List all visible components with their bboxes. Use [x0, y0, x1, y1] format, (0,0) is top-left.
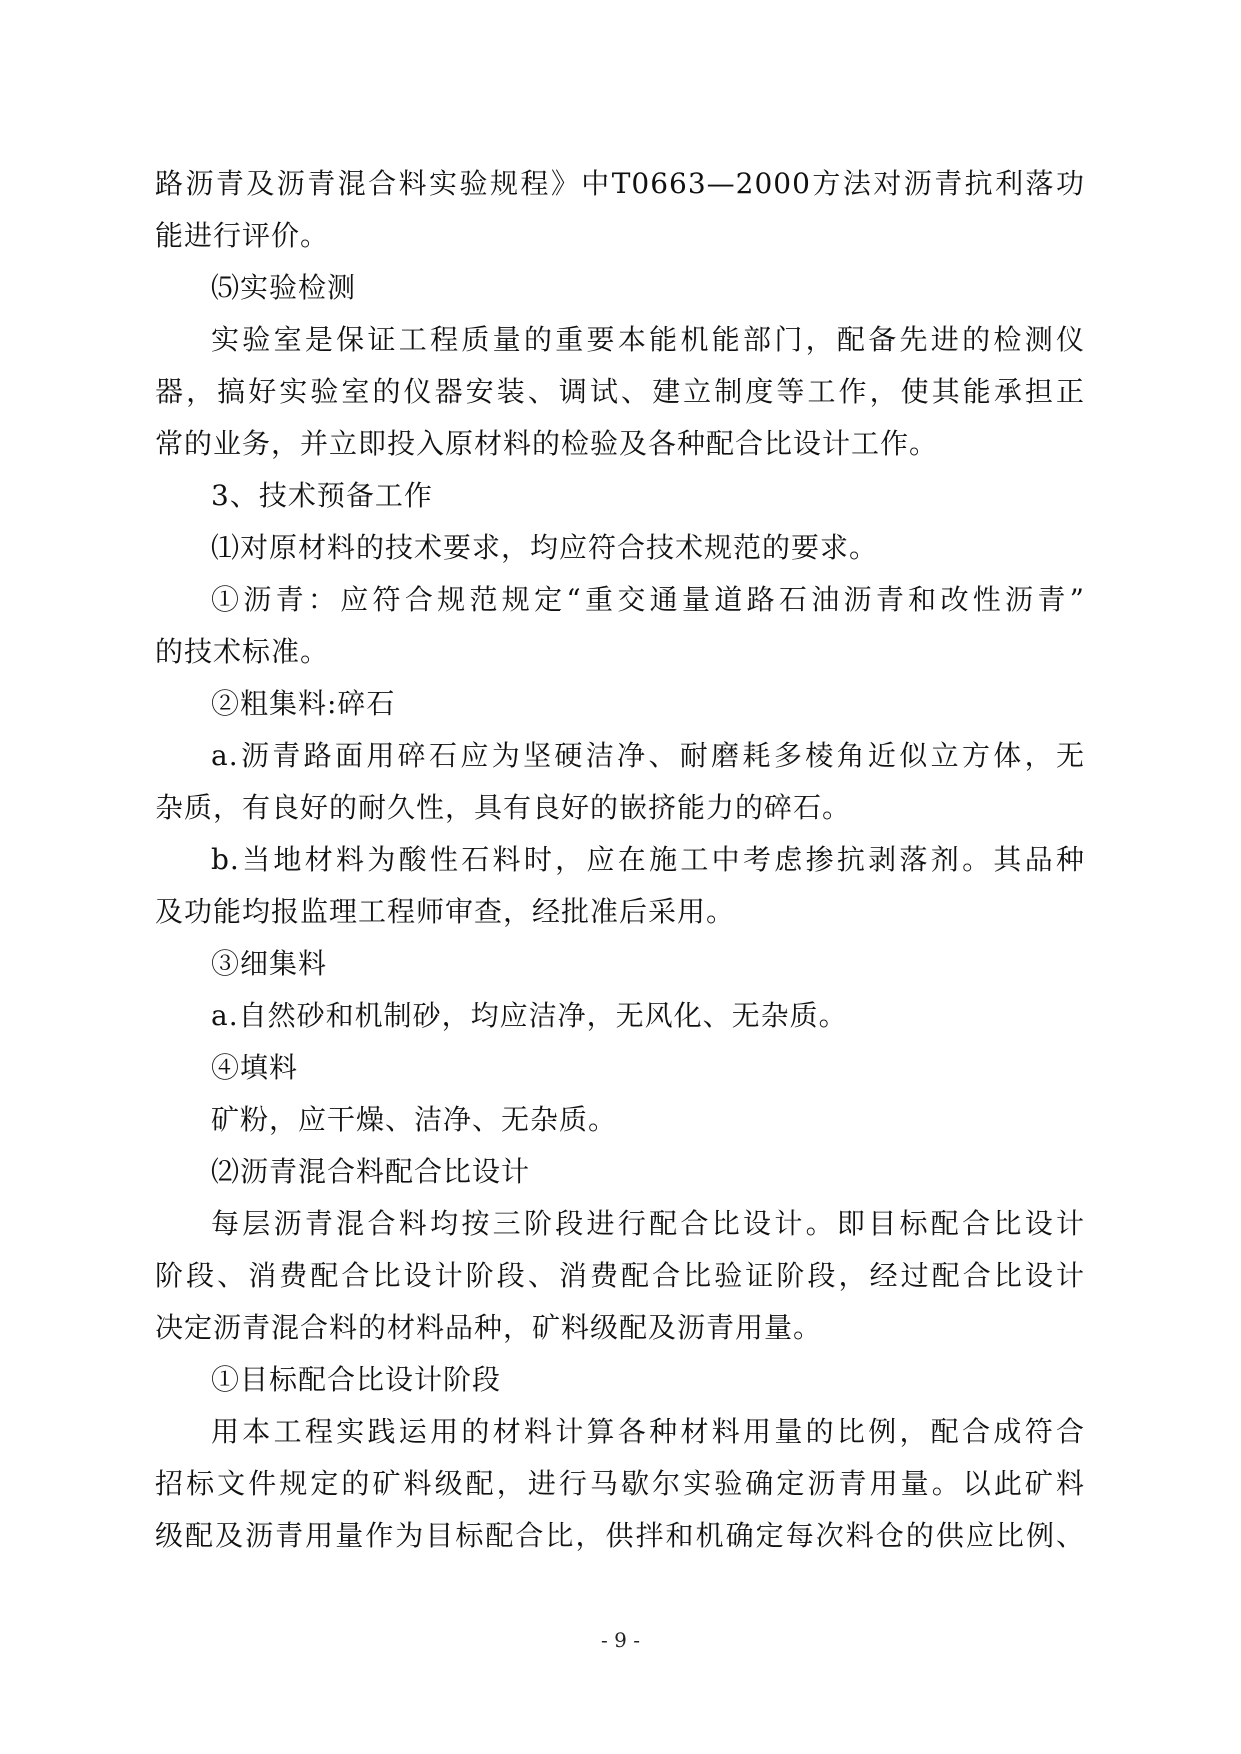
- text-line: 级配及沥青用量作为目标配合比，供拌和机确定每次料仓的供应比例、: [155, 1519, 1085, 1552]
- text-line: 招标文件规定的矿料级配，进行马歇尔实验确定沥青用量。以此矿料: [155, 1467, 1085, 1500]
- section-heading: ⑸实验检测: [211, 271, 357, 304]
- text-line: 杂质，有良好的耐久性，具有良好的嵌挤能力的碎石。: [155, 791, 852, 824]
- section-heading: ⑵沥青混合料配合比设计: [211, 1155, 531, 1188]
- text-line: 每层沥青混合料均按三阶段进行配合比设计。即目标配合比设计: [211, 1207, 1085, 1240]
- page-number: - 9 -: [601, 1628, 640, 1652]
- text-line: 能进行评价。: [155, 219, 330, 252]
- text-line: 实验室是保证工程质量的重要本能机能部门，配备先进的检测仪: [211, 323, 1085, 356]
- section-heading: ④填料: [211, 1051, 299, 1084]
- text-line: 用本工程实践运用的材料计算各种材料用量的比例，配合成符合: [211, 1415, 1085, 1448]
- text-line: 路沥青及沥青混合料实验规程》中T0663—2000方法对沥青抗利落功: [155, 167, 1085, 200]
- text-line: a.沥青路面用碎石应为坚硬洁净、耐磨耗多棱角近似立方体，无: [211, 739, 1085, 772]
- text-line: a.自然砂和机制砂，均应洁净，无风化、无杂质。: [211, 999, 848, 1032]
- text-line: 常的业务，并立即投入原材料的检验及各种配合比设计工作。: [155, 427, 939, 460]
- section-heading: ③细集料: [211, 947, 328, 980]
- text-line: 的技术标准。: [155, 635, 330, 668]
- text-line: 器，搞好实验室的仪器安装、调试、建立制度等工作，使其能承担正: [155, 375, 1085, 408]
- text-line: 矿粉，应干燥、洁净、无杂质。: [211, 1103, 618, 1136]
- text-line: 阶段、消费配合比设计阶段、消费配合比验证阶段，经过配合比设计: [155, 1259, 1085, 1292]
- body-text: [155, 158, 1085, 1562]
- text-line: ①沥青：应符合规范规定“重交通量道路石油沥青和改性沥青”: [211, 583, 1085, 616]
- text-line: 及功能均报监理工程师审查，经批准后采用。: [155, 895, 736, 928]
- text-line: b.当地材料为酸性石料时，应在施工中考虑掺抗剥落剂。其品种: [211, 843, 1085, 876]
- text-line: 决定沥青混合料的材料品种，矿料级配及沥青用量。: [155, 1311, 823, 1344]
- section-heading: ⑴对原材料的技术要求，均应符合技术规范的要求。: [211, 531, 879, 564]
- section-heading: ①目标配合比设计阶段: [211, 1363, 502, 1396]
- section-heading: ②粗集料:碎石: [211, 687, 396, 720]
- section-heading: 3、技术预备工作: [211, 479, 433, 512]
